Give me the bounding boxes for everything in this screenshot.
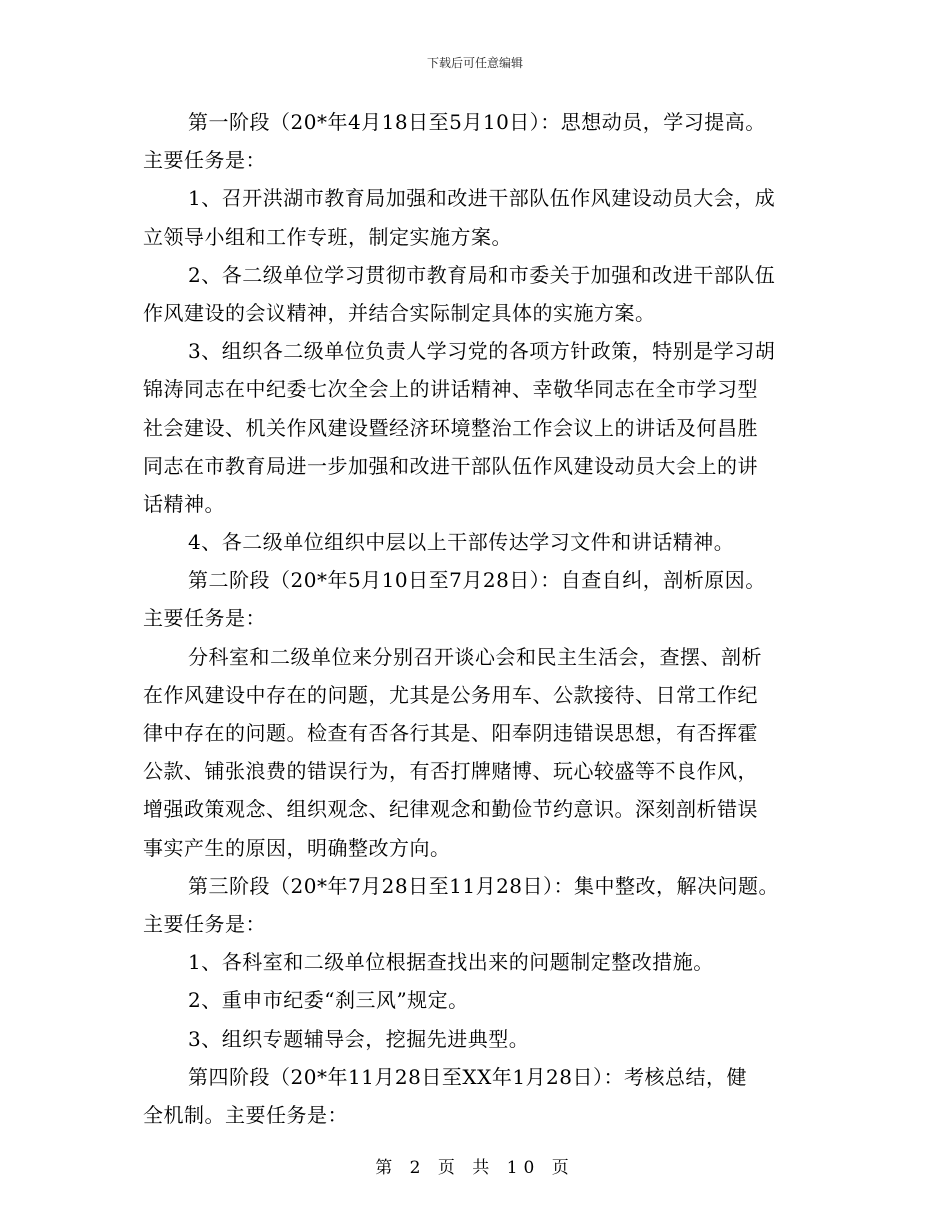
paragraph-line: 公款、铺张浪费的错误行为，有否打牌赌博、玩心较盛等不良作风， — [143, 759, 758, 784]
paragraph-line: 主要任务是： — [143, 148, 266, 173]
paragraph-line: 1、召开洪湖市教育局加强和改进干部队伍作风建设动员大会，成 — [188, 186, 776, 211]
paragraph-line: 立领导小组和工作专班，制定实施方案。 — [143, 224, 512, 249]
paragraph-line: 锦涛同志在中纪委七次全会上的讲话精神、幸敬华同志在全市学习型 — [143, 377, 758, 402]
paragraph-line: 话精神。 — [143, 491, 225, 516]
paragraph-line: 事实产生的原因，明确整改方向。 — [143, 835, 451, 860]
paragraph-line: 律中存在的问题。检查有否各行其是、阳奉阴违错误思想，有否挥霍 — [143, 721, 758, 745]
paragraph-line: 主要任务是： — [143, 911, 266, 936]
paragraph-line: 主要任务是： — [143, 606, 266, 631]
paragraph-line: 2、各二级单位学习贯彻市教育局和市委关于加强和改进干部队伍 — [188, 262, 776, 287]
paragraph-line: 3、组织专题辅导会，挖掘先进典型。 — [188, 1026, 530, 1051]
paragraph-line: 第一阶段（20*年4月18日至5月10日）：思想动员，学习提高。 — [188, 110, 766, 134]
document-body — [143, 103, 833, 1134]
paragraph-line: 分科室和二级单位来分别召开谈心会和民主生活会，查摆、剖析 — [188, 644, 762, 669]
paragraph-line: 全机制。主要任务是： — [143, 1102, 348, 1127]
paragraph-line: 2、重申市纪委“刹三风”规定。 — [188, 988, 469, 1013]
paragraph-line: 在作风建设中存在的问题，尤其是公务用车、公款接待、日常工作纪 — [143, 682, 758, 707]
paragraph-line: 社会建设、机关作风建设暨经济环境整治工作会议上的讲话及何昌胜 — [143, 415, 758, 440]
page-header-note: 下载后可任意编辑 — [426, 56, 523, 70]
paragraph-line: 同志在市教育局进一步加强和改进干部队伍作风建设动员大会上的讲 — [143, 453, 758, 478]
paragraph-line: 第三阶段（20*年7月28日至11月28日）：集中整改，解决问题。 — [188, 873, 780, 898]
paragraph-line: 4、各二级单位组织中层以上干部传达学习文件和讲话精神。 — [188, 530, 735, 555]
paragraph-line: 增强政策观念、组织观念、纪律观念和勤俭节约意识。深刻剖析错误 — [143, 797, 758, 822]
page-number-footer: 第 2 页 共 10 页 — [375, 1158, 575, 1178]
paragraph-line: 1、各科室和二级单位根据查找出来的问题制定整改措施。 — [188, 950, 714, 975]
paragraph-line: 作风建设的会议精神，并结合实际制定具体的实施方案。 — [143, 300, 656, 325]
paragraph-line: 第四阶段（20*年11月28日至XX年1月28日）：考核总结，健 — [188, 1064, 747, 1089]
paragraph-line: 3、组织各二级单位负责人学习党的各项方针政策，特别是学习胡 — [188, 339, 776, 364]
paragraph-line: 第二阶段（20*年5月10日至7月28日）：自查自纠，剖析原因。 — [188, 568, 766, 593]
